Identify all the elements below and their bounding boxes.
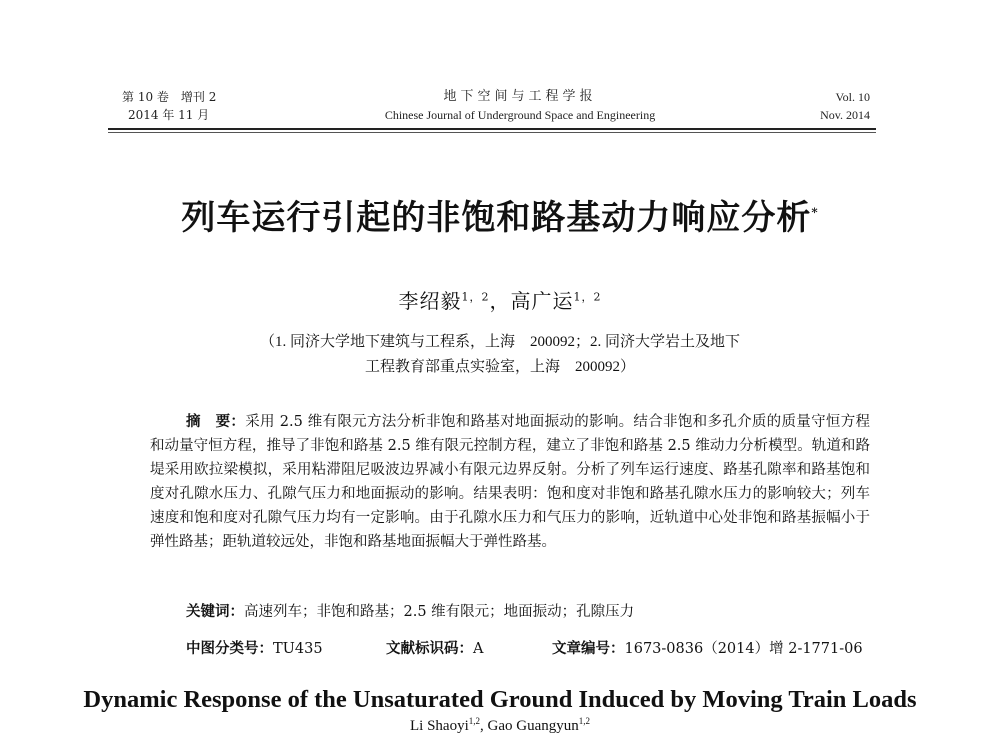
doc-code-value: A xyxy=(473,641,484,657)
abstract-label: 摘 要： xyxy=(186,414,246,430)
header-volume: Vol. 10 xyxy=(835,90,870,104)
header-volume-en xyxy=(790,88,870,124)
english-title: Dynamic Response of the Unsaturated Ground Induced by Moving Train Loads xyxy=(83,686,917,713)
english-author-name: Gao Guangyun xyxy=(487,718,579,734)
english-affiliation-mark: 1,2 xyxy=(578,716,590,726)
classification-row xyxy=(186,637,866,658)
doc-code-label: 文献标识码： xyxy=(386,641,473,657)
journal-name-cn: 地下空间与工程学报 xyxy=(443,89,597,104)
header-journal xyxy=(340,88,700,124)
article-number-value: 1673-0836（2014）增 2-1771-06 xyxy=(624,641,863,657)
abstract-text: 采用 2.5 维有限元方法分析非饱和路基对地面振动的影响。结合非饱和多孔介质的质量守恒方程和动量守恒方程，推导了非饱和路基 2.5 维有限元控制方程，建立了非饱和路基 2.5 维动力分析模型。轨道和路堤采用欧拉梁模拟，采用粘滞阻尼吸波边界减小有限元边界反射。分析了列车运行速度、路基孔隙率和路基饱和度对孔隙水压力、孔隙气压力和地面振动的影响。结果表明：饱和度对非饱和路基孔隙水压力的影响较大；列车速度和饱和度对孔隙气压力均有一定影响。由于孔隙水压力和气压力的影响，近轨道中心处非饱和路基振幅小于弹性路基；距轨道较远处，非饱和路基地面振幅大于弹性路基。 xyxy=(150,414,871,550)
author-separator: ， xyxy=(489,289,511,313)
author-name: 高广运 xyxy=(510,289,574,313)
header-left-line2: 2014 年 11 月 xyxy=(128,108,210,122)
document-code xyxy=(386,637,552,658)
english-author-separator: , xyxy=(480,718,484,734)
author-list xyxy=(0,285,1000,314)
english-author-name: Li Shaoyi xyxy=(410,718,469,734)
keywords-label: 关键词： xyxy=(186,604,244,620)
author-affiliation-mark: 1，2 xyxy=(461,290,490,304)
header-volume-issue xyxy=(122,88,216,124)
author-name: 李绍毅 xyxy=(398,289,462,313)
journal-name-en: Chinese Journal of Underground Space and Engineering xyxy=(384,108,656,122)
abstract xyxy=(150,410,870,554)
header-date: Nov. 2014 xyxy=(820,108,870,122)
english-author-list xyxy=(0,716,1000,735)
clc-label: 中图分类号： xyxy=(186,641,273,657)
header-left-line1: 第 10 卷 增刊 2 xyxy=(122,90,217,104)
affiliation-line1: （1. 同济大学地下建筑与工程系，上海 200092；2. 同济大学岩土及地下 xyxy=(259,334,740,350)
paper-title-text: 列车运行引起的非饱和路基动力响应分析 xyxy=(181,198,812,238)
title-footnote-mark: * xyxy=(811,205,819,220)
paper-title xyxy=(0,190,1000,239)
article-number-label: 文章编号： xyxy=(552,641,625,657)
clc-number xyxy=(186,637,386,658)
english-affiliation-mark: 1,2 xyxy=(468,716,480,726)
header-rule-thick xyxy=(108,128,876,130)
clc-value: TU435 xyxy=(273,641,323,657)
author-affiliation-mark: 1，2 xyxy=(573,290,602,304)
keywords-text: 高速列车；非饱和路基；2.5 维有限元；地面振动；孔隙压力 xyxy=(244,604,635,620)
affiliation-line2: 工程教育部重点实验室，上海 200092） xyxy=(364,359,635,375)
article-number xyxy=(552,637,863,658)
header-rule-thin xyxy=(108,132,876,133)
keywords xyxy=(186,600,866,621)
